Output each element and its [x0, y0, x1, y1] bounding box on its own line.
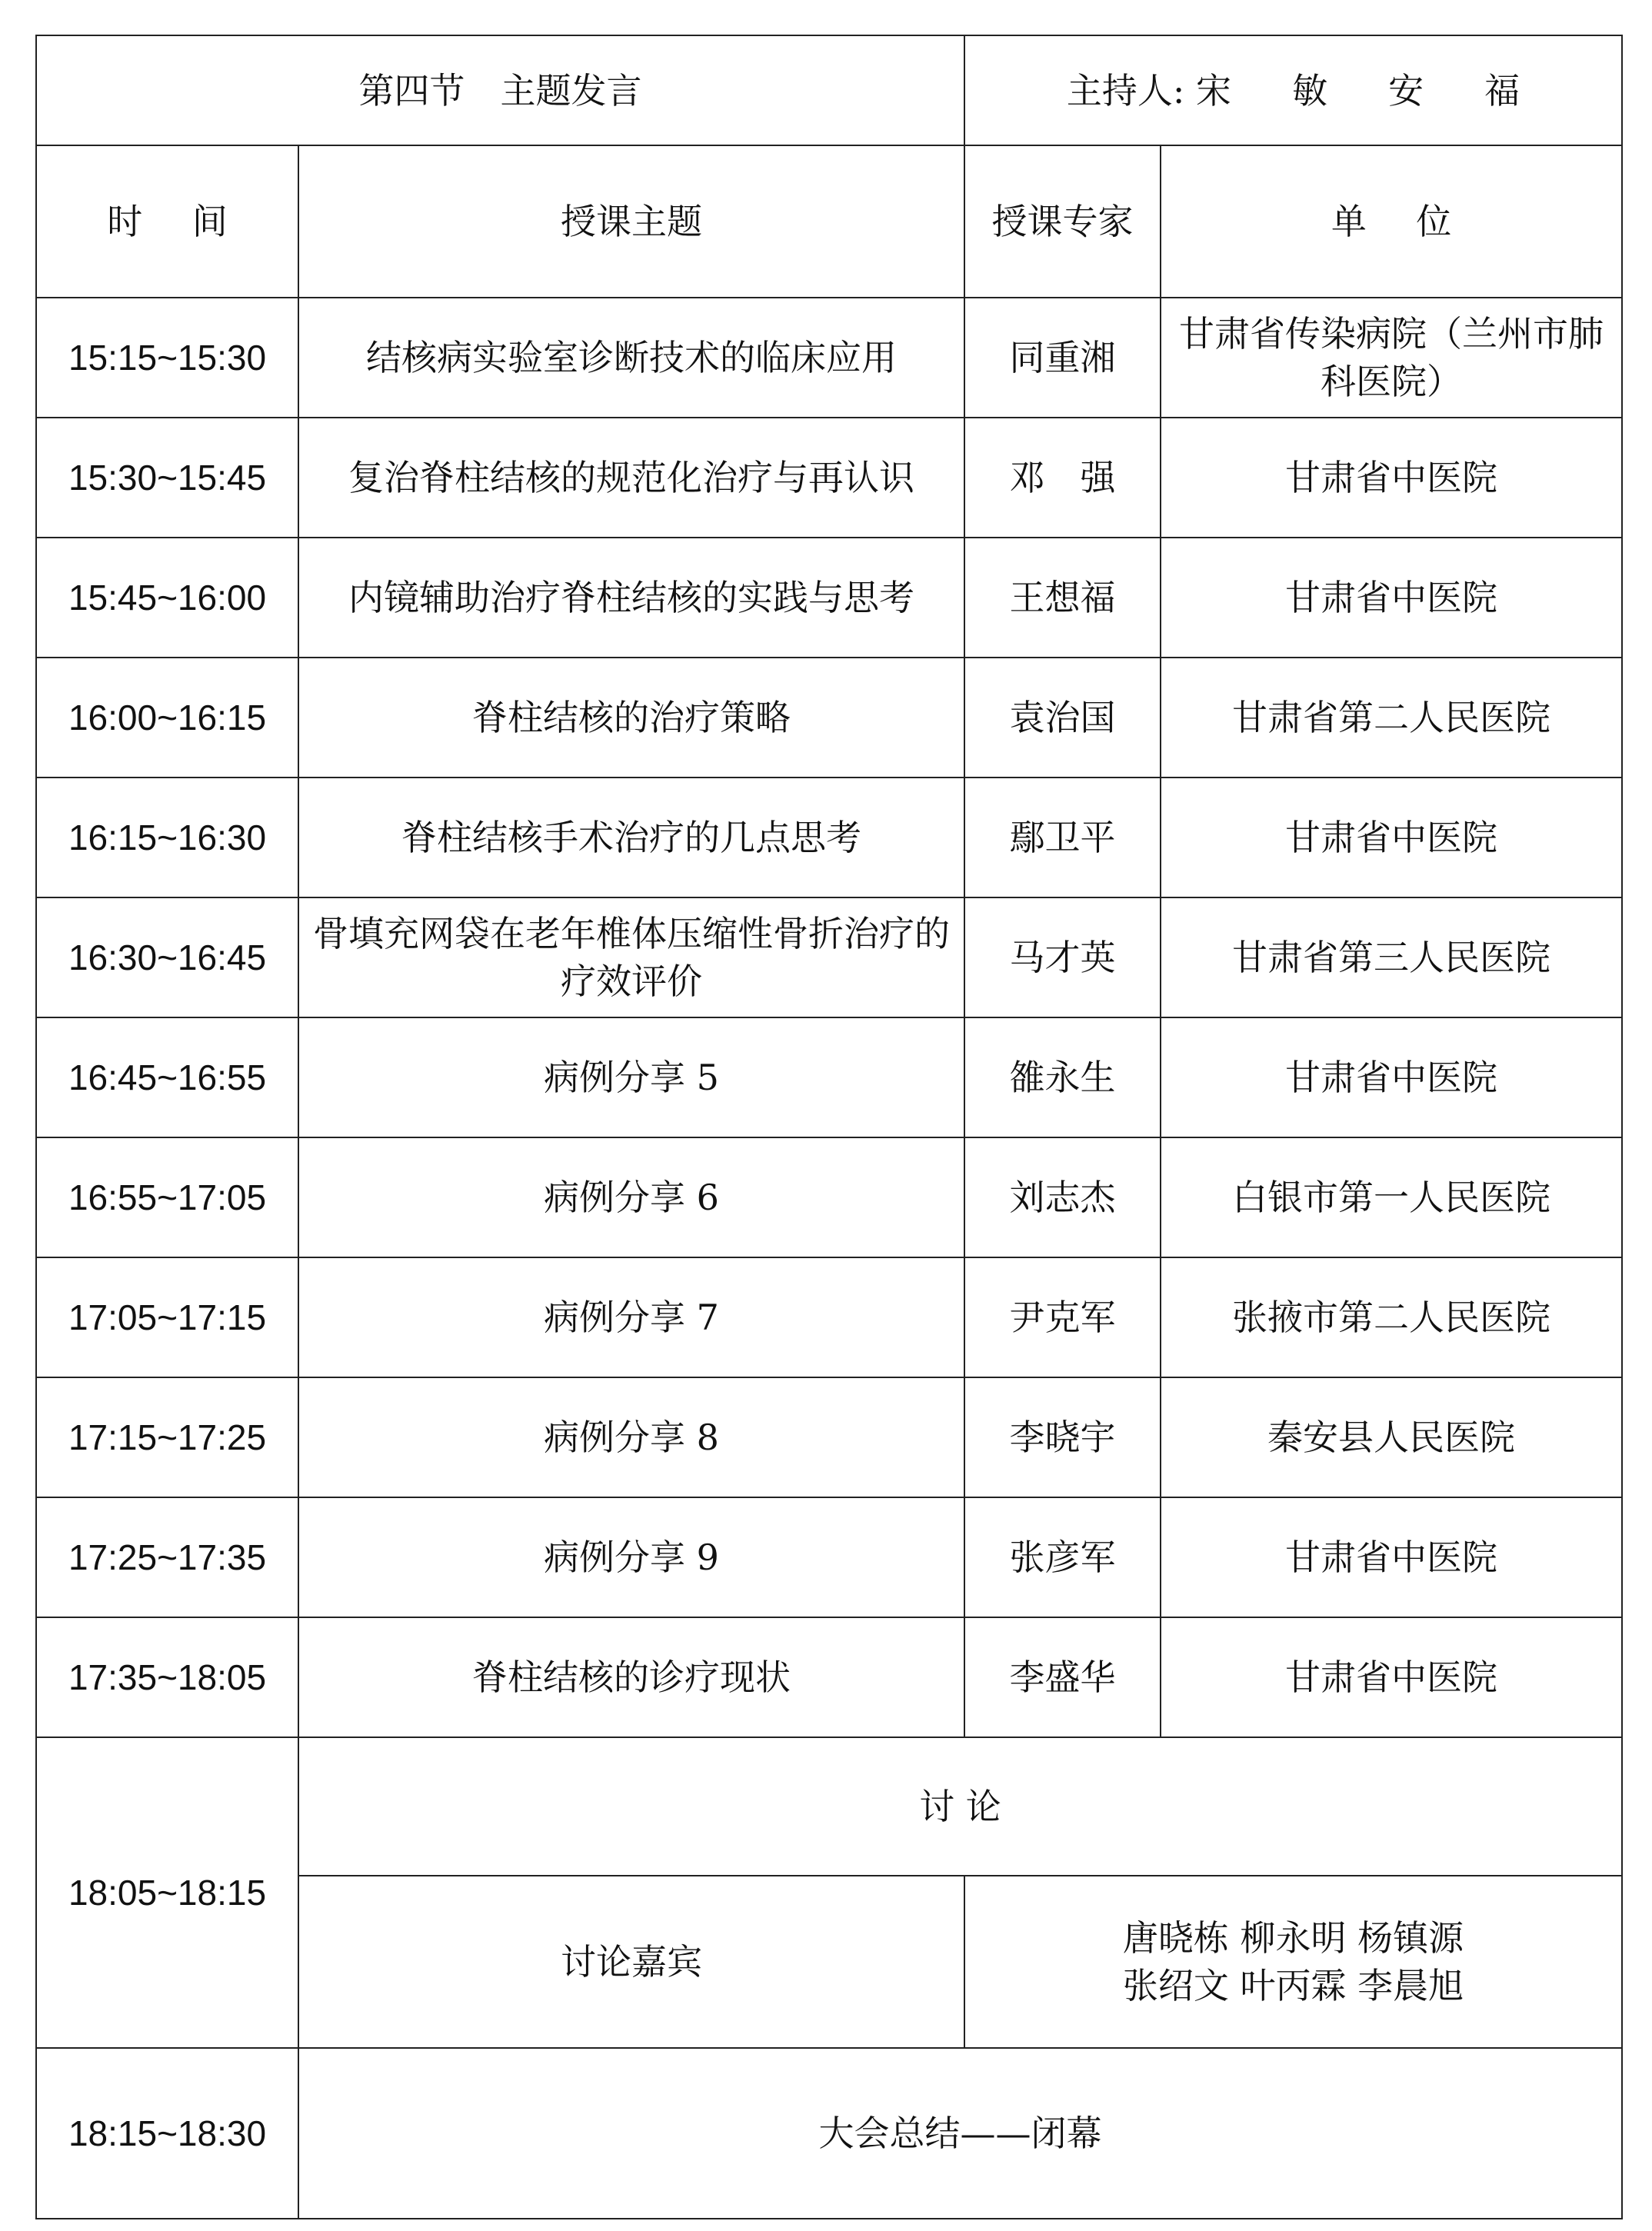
topic-cell: 骨填充网袋在老年椎体压缩性骨折治疗的疗效评价: [298, 897, 964, 1017]
table-row: [36, 778, 1622, 897]
column-header-row: [36, 145, 1622, 298]
expert-cell: 同重湘: [964, 298, 1161, 418]
expert-cell: 王想福: [964, 538, 1161, 658]
unit-cell: 秦安县人民医院: [1161, 1377, 1622, 1497]
expert-cell: 尹克军: [964, 1257, 1161, 1377]
unit-cell: 甘肃省中医院: [1161, 1497, 1622, 1617]
unit-cell: 甘肃省中医院: [1161, 1617, 1622, 1737]
header-expert: 授课专家: [964, 145, 1161, 298]
closing-time: 18:15~18:30: [36, 2048, 298, 2219]
table-row: [36, 1497, 1622, 1617]
expert-cell: 邓 强: [964, 418, 1161, 538]
unit-cell: 张掖市第二人民医院: [1161, 1257, 1622, 1377]
unit-cell: 甘肃省中医院: [1161, 1017, 1622, 1137]
time-cell: 15:45~16:00: [36, 538, 298, 658]
expert-cell: 李盛华: [964, 1617, 1161, 1737]
time-cell: 15:30~15:45: [36, 418, 298, 538]
discussion-title-row: [36, 1737, 1622, 1876]
table-row: [36, 418, 1622, 538]
host-cell: [964, 35, 1622, 145]
host-char: 宋: [1196, 69, 1232, 112]
time-cell: 16:55~17:05: [36, 1137, 298, 1257]
table-row: [36, 1617, 1622, 1737]
unit-cell: 甘肃省传染病院（兰州市肺科医院）: [1161, 298, 1622, 418]
discussion-guests: [964, 1876, 1622, 2048]
unit-cell: 甘肃省中医院: [1161, 778, 1622, 897]
host-label: 主持人:: [1066, 69, 1185, 112]
topic-cell: 病例分享 5: [298, 1017, 964, 1137]
topic-cell: 复治脊柱结核的规范化治疗与再认识: [298, 418, 964, 538]
unit-cell: 甘肃省第二人民医院: [1161, 658, 1622, 778]
table-row: [36, 298, 1622, 418]
table-row: [36, 1137, 1622, 1257]
expert-cell: 马才英: [964, 897, 1161, 1017]
discussion-guest-label: 讨论嘉宾: [298, 1876, 964, 2048]
time-cell: 16:30~16:45: [36, 897, 298, 1017]
time-cell: 17:25~17:35: [36, 1497, 298, 1617]
header-topic: 授课主题: [298, 145, 964, 298]
time-cell: 17:35~18:05: [36, 1617, 298, 1737]
time-cell: 16:45~16:55: [36, 1017, 298, 1137]
table-row: [36, 1017, 1622, 1137]
expert-cell: 鄢卫平: [964, 778, 1161, 897]
unit-cell: 甘肃省中医院: [1161, 418, 1622, 538]
time-cell: 15:15~15:30: [36, 298, 298, 418]
time-cell: 16:15~16:30: [36, 778, 298, 897]
discussion-time: 18:05~18:15: [36, 1737, 298, 2048]
expert-cell: 张彦军: [964, 1497, 1161, 1617]
unit-cell: 白银市第一人民医院: [1161, 1137, 1622, 1257]
table-row: [36, 897, 1622, 1017]
topic-cell: 病例分享 6: [298, 1137, 964, 1257]
host-char: 敏: [1292, 69, 1328, 112]
guests-line-1: 唐晓栋 柳永明 杨镇源: [1122, 1917, 1464, 1959]
guests-line-2: 张绍文 叶丙霖 李晨旭: [1122, 1965, 1464, 2006]
host-char: 福: [1484, 69, 1520, 112]
topic-cell: 脊柱结核的诊疗现状: [298, 1617, 964, 1737]
unit-cell: 甘肃省第三人民医院: [1161, 897, 1622, 1017]
expert-cell: 袁治国: [964, 658, 1161, 778]
expert-cell: 李晓宇: [964, 1377, 1161, 1497]
table-row: [36, 1257, 1622, 1377]
header-unit: 单 位: [1161, 145, 1622, 298]
expert-cell: 刘志杰: [964, 1137, 1161, 1257]
section-title: 第四节 主题发言: [36, 35, 964, 145]
topic-cell: 内镜辅助治疗脊柱结核的实践与思考: [298, 538, 964, 658]
topic-cell: 结核病实验室诊断技术的临床应用: [298, 298, 964, 418]
discussion-title: 讨 论: [298, 1737, 1622, 1876]
topic-cell: 病例分享 8: [298, 1377, 964, 1497]
header-time: 时 间: [36, 145, 298, 298]
time-cell: 16:00~16:15: [36, 658, 298, 778]
schedule-rows: [36, 298, 1622, 1737]
host-char: 安: [1388, 69, 1424, 112]
topic-cell: 病例分享 7: [298, 1257, 964, 1377]
unit-cell: 甘肃省中医院: [1161, 538, 1622, 658]
topic-cell: 脊柱结核的治疗策略: [298, 658, 964, 778]
table-row: [36, 658, 1622, 778]
closing-row: [36, 2048, 1622, 2219]
table-row: [36, 1377, 1622, 1497]
table-row: [36, 538, 1622, 658]
time-cell: 17:05~17:15: [36, 1257, 298, 1377]
closing-title: 大会总结——闭幕: [298, 2048, 1622, 2219]
time-cell: 17:15~17:25: [36, 1377, 298, 1497]
topic-cell: 病例分享 9: [298, 1497, 964, 1617]
schedule-table: [35, 35, 1623, 2219]
section-header-row: [36, 35, 1622, 145]
expert-cell: 雒永生: [964, 1017, 1161, 1137]
topic-cell: 脊柱结核手术治疗的几点思考: [298, 778, 964, 897]
